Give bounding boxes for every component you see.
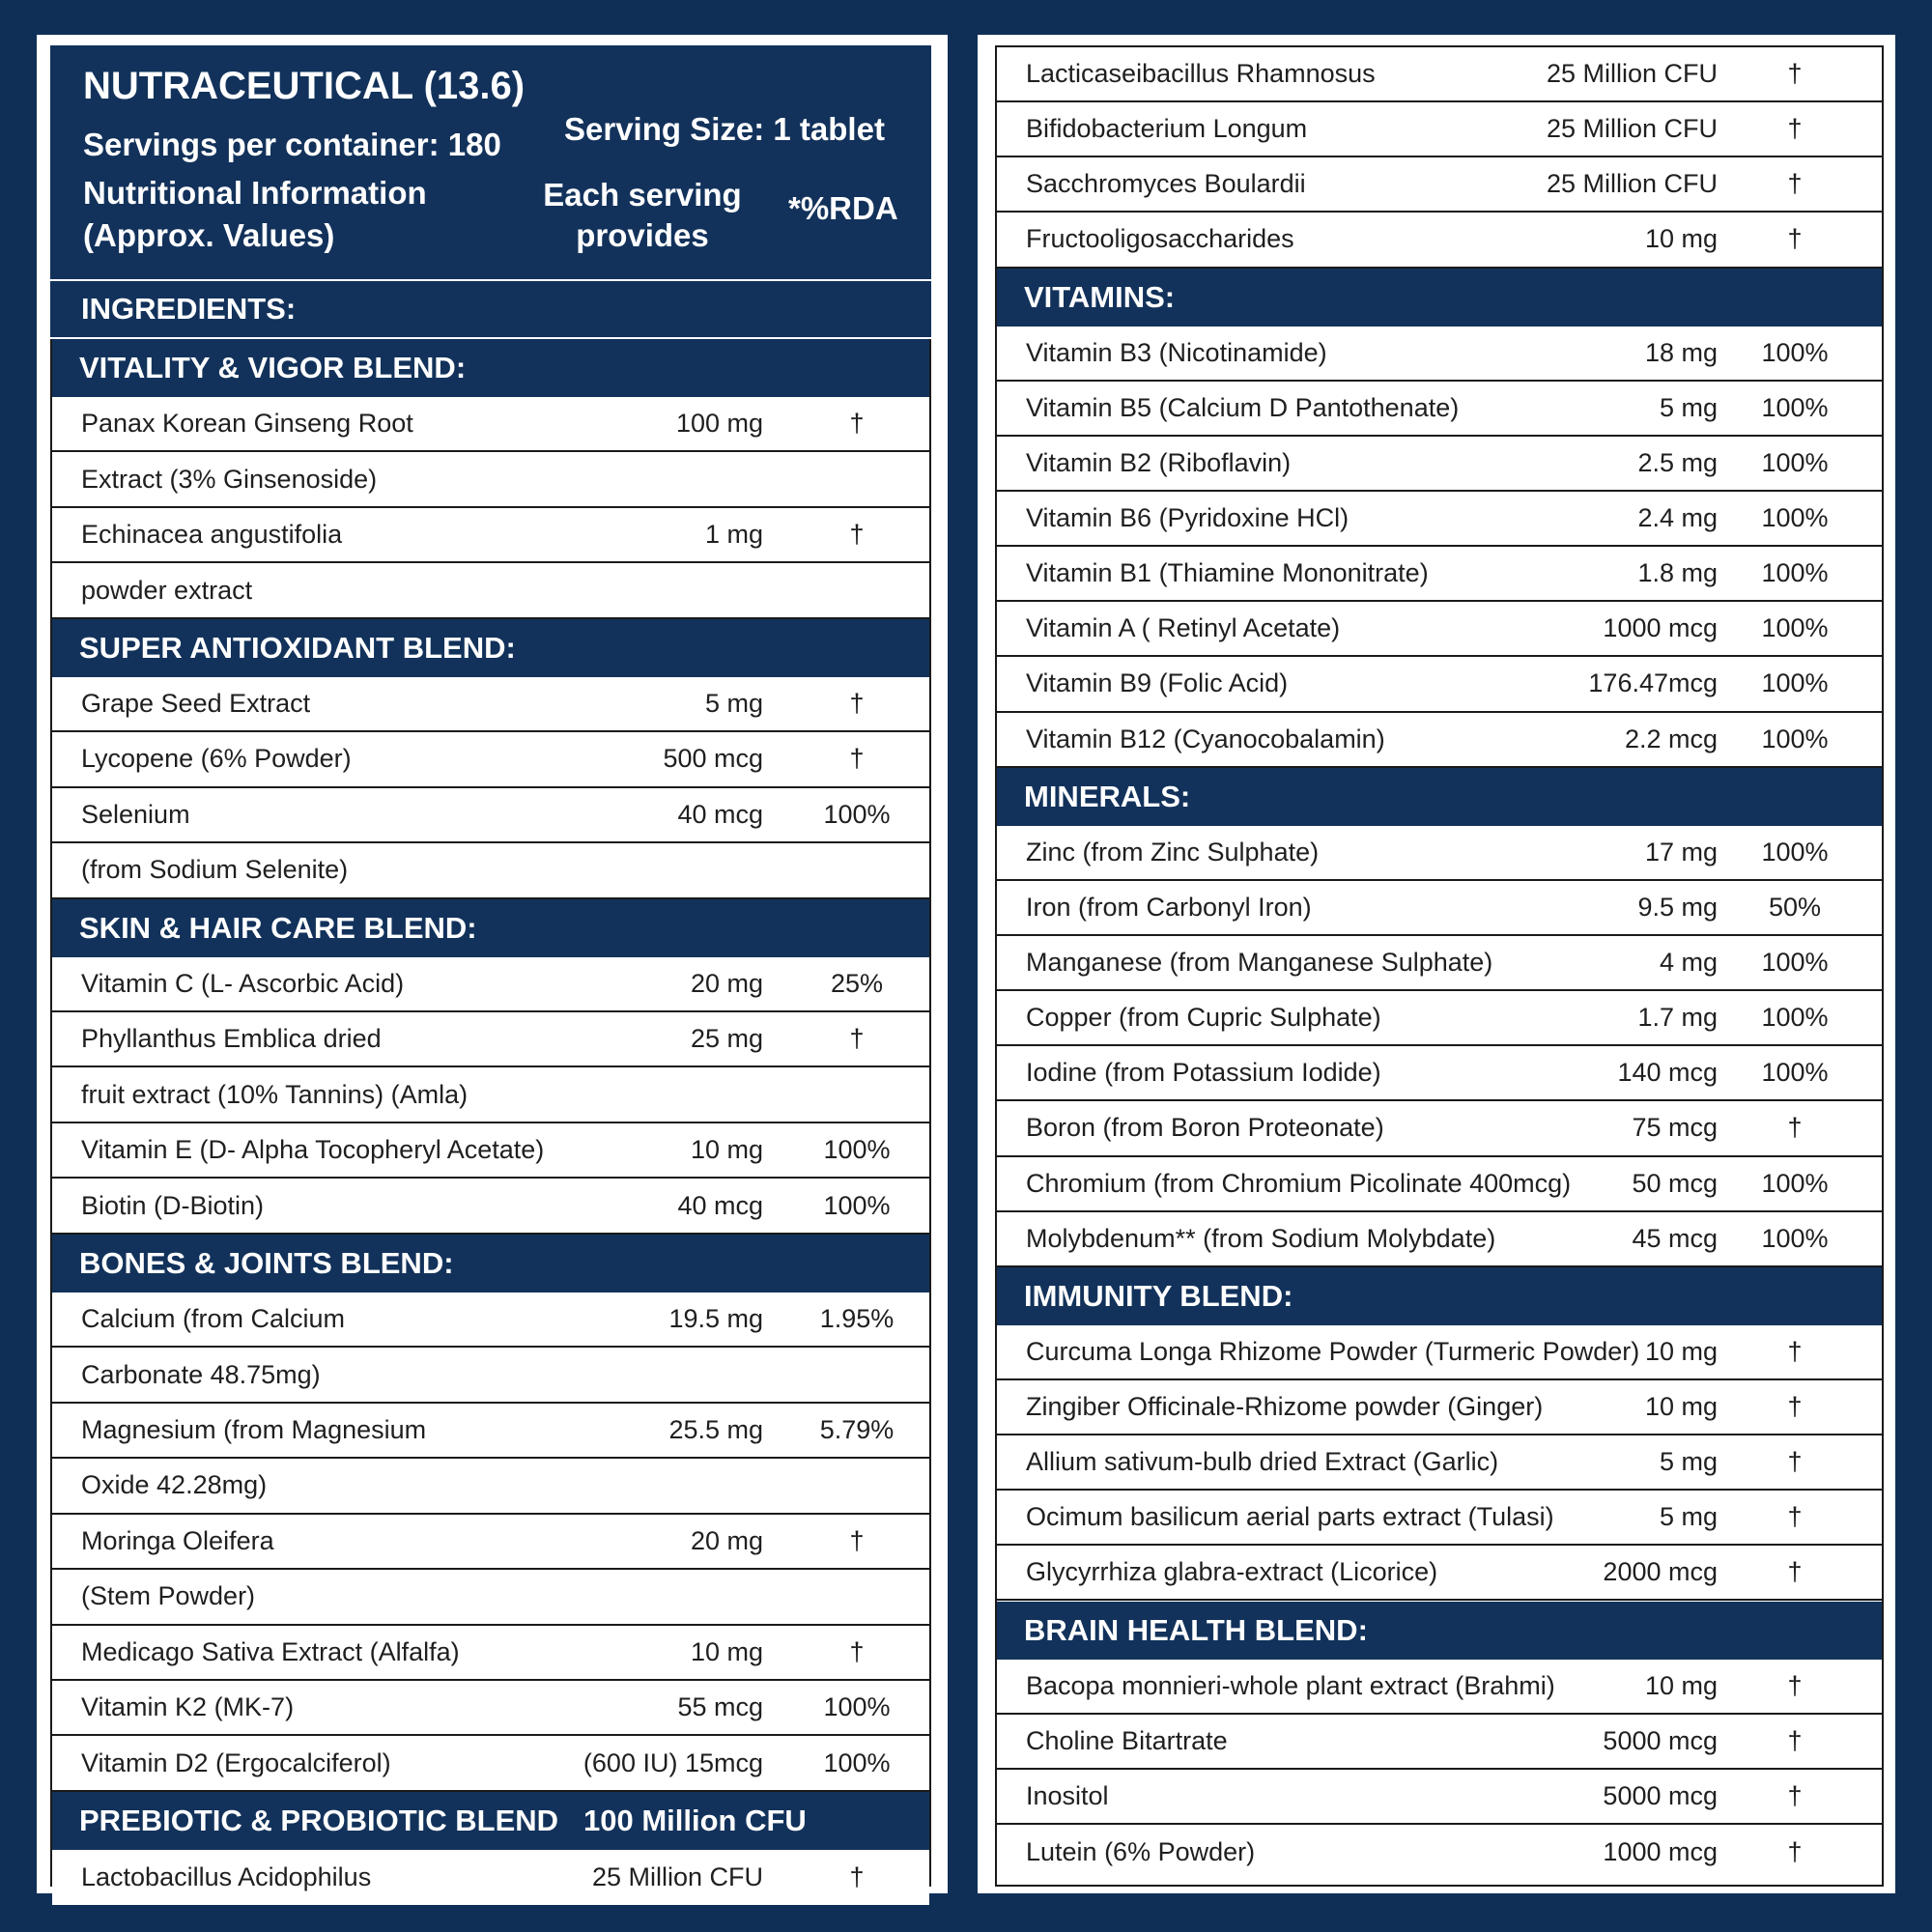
ingredient-amount: 5 mg — [1659, 1502, 1718, 1532]
ingredient-row — [997, 713, 1882, 768]
nutrition-info-label: Nutritional Information — [83, 175, 427, 211]
ingredient-rda: † — [1787, 169, 1803, 199]
ingredient-rda: 100% — [1761, 837, 1829, 867]
ingredient-amount: 25 Million CFU — [1546, 169, 1718, 199]
ingredient-name: (from Sodium Selenite) — [81, 855, 349, 885]
ingredient-name: Sacchromyces Boulardii — [1026, 169, 1306, 199]
ingredient-rda: 100% — [1761, 392, 1829, 422]
ingredient-amount: 20 mg — [690, 968, 763, 998]
ingredient-rda: 100% — [1761, 668, 1829, 698]
ingredient-row — [52, 1123, 929, 1179]
ingredient-row — [52, 1012, 929, 1067]
section-header — [997, 1267, 1882, 1325]
ingredient-row — [997, 157, 1882, 213]
section-header — [52, 339, 929, 397]
ingredient-rda: 100% — [1761, 1223, 1829, 1253]
ingredient-name: Ocimum basilicum aerial parts extract (Tulasi) — [1026, 1502, 1554, 1532]
ingredient-row — [52, 677, 929, 732]
ingredient-rda: 100% — [823, 1692, 891, 1722]
ingredient-amount: 2.5 mg — [1637, 447, 1718, 477]
ingredient-amount: 500 mcg — [663, 744, 763, 774]
ingredient-rda — [796, 563, 918, 616]
each-serving-label: Each serving — [543, 177, 742, 213]
ingredient-name: Manganese (from Manganese Sulphate) — [1026, 948, 1493, 978]
section-header — [52, 1792, 929, 1850]
section-total: 100 Million CFU — [583, 1803, 807, 1837]
ingredient-rda: † — [1787, 1836, 1803, 1866]
ingredient-rda: 100% — [1761, 558, 1829, 588]
ingredient-amount: 40 mcg — [677, 799, 763, 829]
ingredient-rda: † — [849, 689, 865, 719]
ingredient-rda: 5.79% — [819, 1414, 895, 1444]
approx-values-label: (Approx. Values) — [83, 217, 335, 253]
ingredient-name: Lutein (6% Powder) — [1026, 1836, 1256, 1866]
section-title: BRAIN HEALTH BLEND: — [1024, 1612, 1368, 1647]
ingredient-name: Inositol — [1026, 1780, 1109, 1810]
section-header — [52, 899, 929, 957]
ingredient-rda: † — [1787, 1725, 1803, 1755]
ingredient-row — [997, 1825, 1882, 1880]
ingredient-rda: † — [849, 1024, 865, 1054]
ingredient-row — [997, 1380, 1882, 1435]
ingredient-amount: 25 Million CFU — [591, 1862, 763, 1892]
ingredient-amount: 10 mg — [1644, 1392, 1718, 1421]
ingredient-name: Magnesium (from Magnesium — [81, 1414, 427, 1444]
ingredient-row — [997, 547, 1882, 602]
ingredient-row — [52, 1179, 929, 1234]
ingredient-row — [997, 382, 1882, 437]
ingredient-row — [52, 1459, 929, 1514]
ingredient-name: Boron (from Boron Proteonate) — [1026, 1113, 1384, 1143]
ingredient-amount: 45 mcg — [1632, 1223, 1718, 1253]
ingredient-amount: 25 mg — [690, 1024, 763, 1054]
ingredient-amount: 176.47mcg — [1588, 668, 1718, 698]
ingredient-row — [997, 1546, 1882, 1601]
ingredient-row — [997, 492, 1882, 547]
ingredient-name: Phyllanthus Emblica dried — [81, 1024, 382, 1054]
ingredient-name: fruit extract (10% Tannins) (Amla) — [81, 1079, 469, 1109]
ingredient-amount — [473, 1459, 763, 1512]
ingredient-rda — [796, 1348, 918, 1401]
ingredient-row — [997, 1715, 1882, 1770]
ingredient-name: Iodine (from Potassium Iodide) — [1026, 1058, 1381, 1088]
ingredient-row — [52, 1681, 929, 1736]
ingredient-row — [52, 957, 929, 1012]
ingredient-rda: 100% — [823, 1135, 891, 1165]
ingredient-amount: 2.4 mg — [1637, 503, 1718, 533]
ingredient-rda: 100% — [1761, 503, 1829, 533]
ingredient-name: Grape Seed Extract — [81, 689, 311, 719]
ingredient-amount: 140 mcg — [1617, 1058, 1718, 1088]
ingredient-name: Medicago Sativa Extract (Alfalfa) — [81, 1636, 460, 1666]
ingredient-row — [997, 1491, 1882, 1546]
provides-label: provides — [576, 217, 709, 253]
ingredient-rda: † — [1787, 1670, 1803, 1700]
ingredient-amount: 5 mg — [704, 689, 763, 719]
ingredient-row — [52, 788, 929, 843]
ingredient-amount: 1 mg — [704, 520, 763, 550]
ingredient-name: Carbonate 48.75mg) — [81, 1359, 321, 1389]
section-header — [997, 768, 1882, 826]
ingredient-rda: † — [1787, 1447, 1803, 1477]
ingredient-name: powder extract — [81, 575, 253, 605]
ingredient-name: Calcium (from Calcium — [81, 1304, 346, 1334]
ingredient-row — [997, 1046, 1882, 1101]
ingredient-row — [997, 327, 1882, 382]
ingredient-rda: 100% — [1761, 447, 1829, 477]
ingredient-name: Selenium — [81, 799, 190, 829]
ingredient-amount: 20 mg — [690, 1525, 763, 1555]
section-title: SUPER ANTIOXIDANT BLEND: — [79, 630, 516, 665]
ingredient-rda: † — [1787, 1392, 1803, 1421]
ingredient-name: Vitamin B1 (Thiamine Mononitrate) — [1026, 558, 1429, 588]
ingredient-row — [52, 397, 929, 452]
ingredient-row — [997, 1101, 1882, 1156]
section-title: VITAMINS: — [1024, 279, 1176, 314]
ingredient-row — [52, 1515, 929, 1570]
ingredient-rda: 100% — [1761, 1058, 1829, 1088]
ingredient-row — [52, 563, 929, 618]
ingredient-row — [997, 881, 1882, 936]
ingredient-amount: 25.5 mg — [668, 1414, 763, 1444]
ingredient-name: Iron (from Carbonyl Iron) — [1026, 892, 1312, 922]
ingredient-amount: 10 mg — [1644, 1670, 1718, 1700]
ingredient-rda: † — [849, 1525, 865, 1555]
label-header — [50, 45, 931, 279]
ingredient-name: Bifidobacterium Longum — [1026, 114, 1308, 144]
ingredient-amount — [473, 1348, 763, 1401]
ingredient-name: Fructooligosaccharides — [1026, 224, 1294, 254]
ingredient-row — [52, 1736, 929, 1791]
ingredient-amount: 100 mg — [675, 409, 763, 439]
ingredient-name: Vitamin C (L- Ascorbic Acid) — [81, 968, 405, 998]
ingredient-rda: 100% — [1761, 1168, 1829, 1198]
ingredient-rda: 100% — [823, 799, 891, 829]
ingredient-name: Vitamin B6 (Pyridoxine HCl) — [1026, 503, 1350, 533]
ingredient-rda: 1.95% — [819, 1304, 895, 1334]
ingredient-rda: † — [1787, 1113, 1803, 1143]
section-header — [997, 1602, 1882, 1660]
ingredient-row — [997, 213, 1882, 268]
ingredient-row — [997, 826, 1882, 881]
ingredient-amount: 55 mcg — [677, 1692, 763, 1722]
ingredient-amount: 10 mg — [690, 1636, 763, 1666]
ingredient-row — [997, 437, 1882, 492]
ingredient-amount: 5000 mcg — [1603, 1725, 1718, 1755]
ingredient-rda — [796, 1459, 918, 1512]
ingredient-row — [52, 1068, 929, 1123]
ingredient-row — [52, 732, 929, 787]
ingredient-rda: 100% — [1761, 337, 1829, 367]
ingredient-name: Lacticaseibacillus Rhamnosus — [1026, 59, 1376, 89]
ingredient-rda: † — [1787, 59, 1803, 89]
ingredient-amount: 75 mcg — [1632, 1113, 1718, 1143]
ingredient-row — [997, 1212, 1882, 1267]
ingredient-rda — [796, 1068, 918, 1122]
ingredient-row — [997, 602, 1882, 657]
ingredient-rda: † — [1787, 1502, 1803, 1532]
section-title: SKIN & HAIR CARE BLEND: — [79, 910, 477, 945]
ingredient-rda — [796, 1570, 918, 1623]
ingredient-amount — [473, 1570, 763, 1623]
rda-column-header: *%RDA — [788, 190, 898, 226]
ingredient-amount: 10 mg — [1644, 224, 1718, 254]
ingredient-name: Extract (3% Ginsenoside) — [81, 464, 378, 494]
ingredient-amount: 2.2 mcg — [1624, 724, 1718, 753]
section-title: VITALITY & VIGOR BLEND: — [79, 351, 467, 384]
ingredient-amount: 18 mg — [1644, 337, 1718, 367]
ingredient-row — [997, 936, 1882, 991]
ingredient-name: Allium sativum-bulb dried Extract (Garlic) — [1026, 1447, 1499, 1477]
ingredient-amount: (600 IU) 15mcg — [582, 1747, 763, 1777]
ingredient-rda: † — [1787, 114, 1803, 144]
ingredient-amount: 5000 mcg — [1603, 1780, 1718, 1810]
section-header — [997, 269, 1882, 327]
ingredient-row — [52, 1570, 929, 1625]
ingredient-amount: 1.8 mg — [1637, 558, 1718, 588]
ingredient-rda: † — [1787, 1780, 1803, 1810]
ingredient-amount: 10 mg — [1644, 1336, 1718, 1366]
ingredient-rda: † — [1787, 1557, 1803, 1587]
ingredient-amount: 19.5 mg — [668, 1304, 763, 1334]
ingredient-rda: † — [849, 1636, 865, 1666]
ingredient-name: Vitamin B2 (Riboflavin) — [1026, 447, 1292, 477]
ingredient-row — [997, 102, 1882, 157]
ingredient-row — [52, 1404, 929, 1459]
ingredient-row — [997, 1325, 1882, 1380]
ingredient-rda: 100% — [1761, 724, 1829, 753]
ingredient-name: Lycopene (6% Powder) — [81, 744, 352, 774]
ingredient-name: Panax Korean Ginseng Root — [81, 409, 413, 439]
ingredient-name: Curcuma Longa Rhizome Powder (Turmeric Powder) — [1026, 1336, 1640, 1366]
ingredient-name: (Stem Powder) — [81, 1581, 256, 1611]
ingredient-amount: 1.7 mg — [1637, 1003, 1718, 1033]
section-title: MINERALS: — [1024, 779, 1191, 813]
ingredient-amount — [473, 843, 763, 896]
product-title: NUTRACEUTICAL (13.6) — [83, 65, 526, 107]
ingredient-name: Vitamin A ( Retinyl Acetate) — [1026, 613, 1341, 643]
ingredient-row — [997, 1660, 1882, 1715]
ingredient-name: Choline Bitartrate — [1026, 1725, 1228, 1755]
ingredient-name: Vitamin E (D- Alpha Tocopheryl Acetate) — [81, 1135, 545, 1165]
section-title: PREBIOTIC & PROBIOTIC BLEND — [79, 1803, 559, 1837]
ingredient-amount: 50 mcg — [1632, 1168, 1718, 1198]
ingredient-name: Zinc (from Zinc Sulphate) — [1026, 837, 1320, 867]
ingredient-amount: 4 mg — [1659, 948, 1718, 978]
ingredient-amount: 10 mg — [690, 1135, 763, 1165]
ingredient-row — [52, 843, 929, 898]
ingredient-name: Vitamin D2 (Ergocalciferol) — [81, 1747, 391, 1777]
section-header — [52, 1235, 929, 1293]
ingredient-amount — [473, 1068, 763, 1122]
section-title: IMMUNITY BLEND: — [1024, 1278, 1293, 1313]
ingredient-rda: † — [849, 1862, 865, 1892]
ingredient-rda — [796, 843, 918, 896]
ingredient-rda: 100% — [823, 1190, 891, 1220]
ingredient-rda — [796, 452, 918, 505]
ingredient-amount: 17 mg — [1644, 837, 1718, 867]
ingredient-name: Oxide 42.28mg) — [81, 1470, 268, 1500]
ingredient-name: Bacopa monnieri-whole plant extract (Brahmi) — [1026, 1670, 1555, 1700]
ingredient-name: Copper (from Cupric Sulphate) — [1026, 1003, 1381, 1033]
ingredient-name: Glycyrrhiza glabra-extract (Licorice) — [1026, 1557, 1438, 1587]
ingredient-name: Zingiber Officinale-Rhizome powder (Ginger) — [1026, 1392, 1544, 1421]
ingredient-rda: 25% — [830, 968, 884, 998]
ingredient-row — [997, 1157, 1882, 1212]
ingredient-row — [997, 1770, 1882, 1825]
ingredients-label: INGREDIENTS: — [81, 292, 297, 326]
ingredient-rda: 100% — [1761, 1003, 1829, 1033]
ingredient-name: Molybdenum** (from Sodium Molybdate) — [1026, 1223, 1496, 1253]
ingredient-row — [52, 452, 929, 507]
ingredient-name: Chromium (from Chromium Picolinate 400mcg) — [1026, 1168, 1572, 1198]
ingredient-amount: 25 Million CFU — [1546, 59, 1718, 89]
servings-per-container: Servings per container: 180 — [83, 127, 501, 162]
ingredient-name: Vitamin K2 (MK-7) — [81, 1692, 295, 1722]
ingredient-amount — [473, 563, 763, 616]
ingredient-rda: † — [849, 520, 865, 550]
ingredient-rda: † — [849, 744, 865, 774]
ingredient-amount: 1000 mcg — [1603, 613, 1718, 643]
ingredient-row — [52, 1293, 929, 1348]
ingredient-row — [997, 47, 1882, 102]
ingredient-name: Biotin (D-Biotin) — [81, 1190, 265, 1220]
ingredient-amount: 5 mg — [1659, 1447, 1718, 1477]
ingredient-row — [52, 1626, 929, 1681]
ingredients-heading — [50, 281, 931, 337]
ingredient-name: Vitamin B5 (Calcium D Pantothenate) — [1026, 392, 1460, 422]
ingredient-name: Vitamin B3 (Nicotinamide) — [1026, 337, 1327, 367]
ingredient-amount: 2000 mcg — [1603, 1557, 1718, 1587]
ingredient-name: Moringa Oleifera — [81, 1525, 274, 1555]
ingredient-amount: 25 Million CFU — [1546, 114, 1718, 144]
ingredient-row — [52, 1850, 929, 1905]
ingredient-row — [52, 508, 929, 563]
section-header — [52, 619, 929, 677]
ingredient-rda: 100% — [823, 1747, 891, 1777]
section-title: BONES & JOINTS BLEND: — [79, 1245, 454, 1280]
ingredient-rda: 100% — [1761, 613, 1829, 643]
ingredient-amount: 9.5 mg — [1637, 892, 1718, 922]
ingredient-amount: 40 mcg — [677, 1190, 763, 1220]
ingredient-rda: † — [1787, 224, 1803, 254]
serving-size: Serving Size: 1 tablet — [564, 111, 885, 147]
ingredient-row — [997, 657, 1882, 712]
ingredient-row — [997, 991, 1882, 1046]
ingredient-rda: 100% — [1761, 948, 1829, 978]
ingredient-name: Vitamin B12 (Cyanocobalamin) — [1026, 724, 1385, 753]
ingredient-row — [997, 1435, 1882, 1491]
ingredient-name: Echinacea angustifolia — [81, 520, 343, 550]
ingredient-rda: 50% — [1768, 892, 1822, 922]
ingredient-rda: † — [849, 409, 865, 439]
ingredient-amount: 1000 mcg — [1603, 1836, 1718, 1866]
ingredient-row — [52, 1348, 929, 1403]
ingredient-amount: 5 mg — [1659, 392, 1718, 422]
ingredient-amount — [473, 452, 763, 505]
ingredient-name: Lactobacillus Acidophilus — [81, 1862, 372, 1892]
ingredient-rda: † — [1787, 1336, 1803, 1366]
ingredient-name: Vitamin B9 (Folic Acid) — [1026, 668, 1289, 698]
